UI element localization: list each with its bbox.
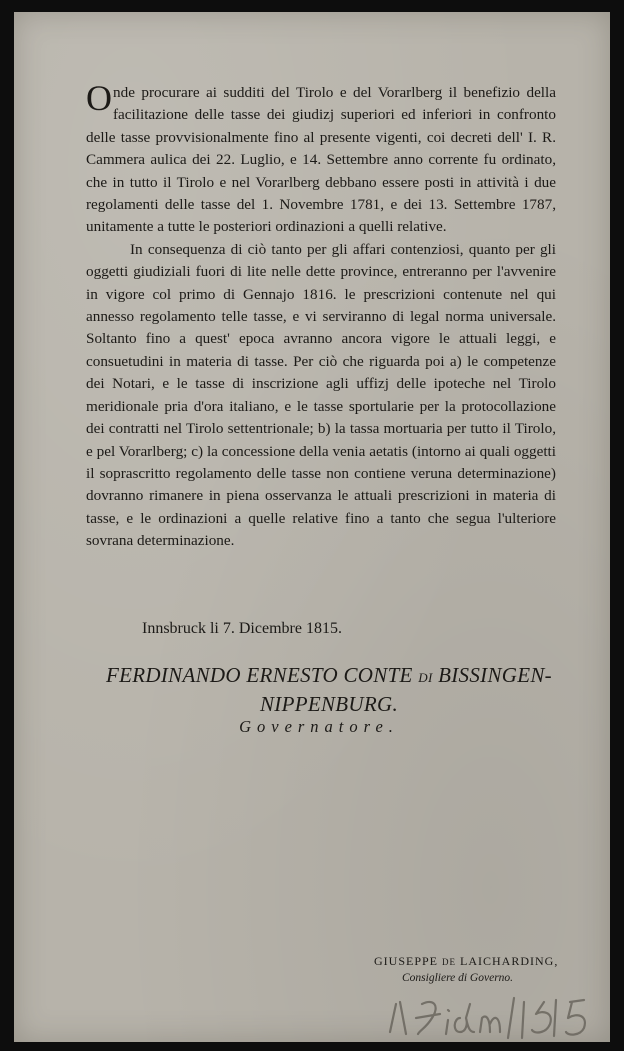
paragraph-1-text: nde procurare ai sudditi del Tirolo e del Vorarlberg il benefizio della facilitazione delle tasse dei giudizj superiori ed inferiori in confronto delle tasse provvisionalmente fino al presente vigenti, coi decreti dell' I. R. Cammera aulica dei 22. Luglio, e 14. Settembre anno corrente fu ordinato, che in tutto il Tirolo e nel Vorarlberg debbano essere posti in attività i due regolamenti delle tasse del 1. Novembre 1781, e dei 13. Settembre 1787, unitamente a tutte le posteriori ordinazioni a quelli relative. [86,84,556,236]
date-line: Innsbruck li 7. Dicembre 1815. [142,620,342,637]
governor-name [84,662,574,718]
decree-text [86,78,556,553]
countersignature [374,954,558,984]
handwritten-date-annotation [382,984,612,1044]
signer-name-part-2: LAICHARDING, [460,954,559,968]
drop-cap: O [86,78,112,118]
document-sheet [14,12,610,1042]
handwritten-note-text: 17 Dicem 1815 [382,984,390,985]
governor-title: Governatore. [239,717,399,736]
governor-name-part-3: NIPPENBURG. [259,692,399,716]
governor-name-part-2: BISSINGEN- [438,663,552,687]
signer-role: Consigliere di Governo. [402,972,514,984]
governor-name-part-1: FERDINANDO ERNESTO CONTE [106,663,413,687]
paragraph-2: In consequenza di ciò tanto per gli affari contenziosi, quanto per gli oggetti giudiziali fuori di lite nelle dette province, entreranno per l'avvenire in vigore col primo di Gennajo 1816. le prescrizioni contenute nel qui annesso regolamento telle tasse, e vi serviranno di legal norma universale. Soltanto fino a quest' epoca avranno ancora vigore le attuali leggi, e consuetudini in materia di tasse. Per ciò che riguarda poi a) le competenze dei Notari, e le tasse di inscrizione agli uffizj delle ipoteche nel Tirolo meridionale pria d'ora italiano, e le tasse sportularie per la protocollazione dei contratti nel Tirolo settentrionale; b) la tassa mortuaria per tutto il Tirolo, e pel Vorarlberg; c) la concessione della venia aetatis (intorno ai quali oggetti il soprascritto regolamento delle tasse non contiene veruna determinazione) dovranno rimanere in piena osservanza le attuali prescrizioni in materia di tasse, e le ordinazioni a quelle relative fino a tanto che segua l'ulteriore sovrana determinazione. [86,240,556,550]
governor-name-di: DI [418,670,433,685]
paragraph-1 [86,78,556,239]
signer-name-part-1: GIUSEPPE [374,954,439,968]
signer-name-de: DE [442,957,457,967]
signer-name [374,954,558,969]
